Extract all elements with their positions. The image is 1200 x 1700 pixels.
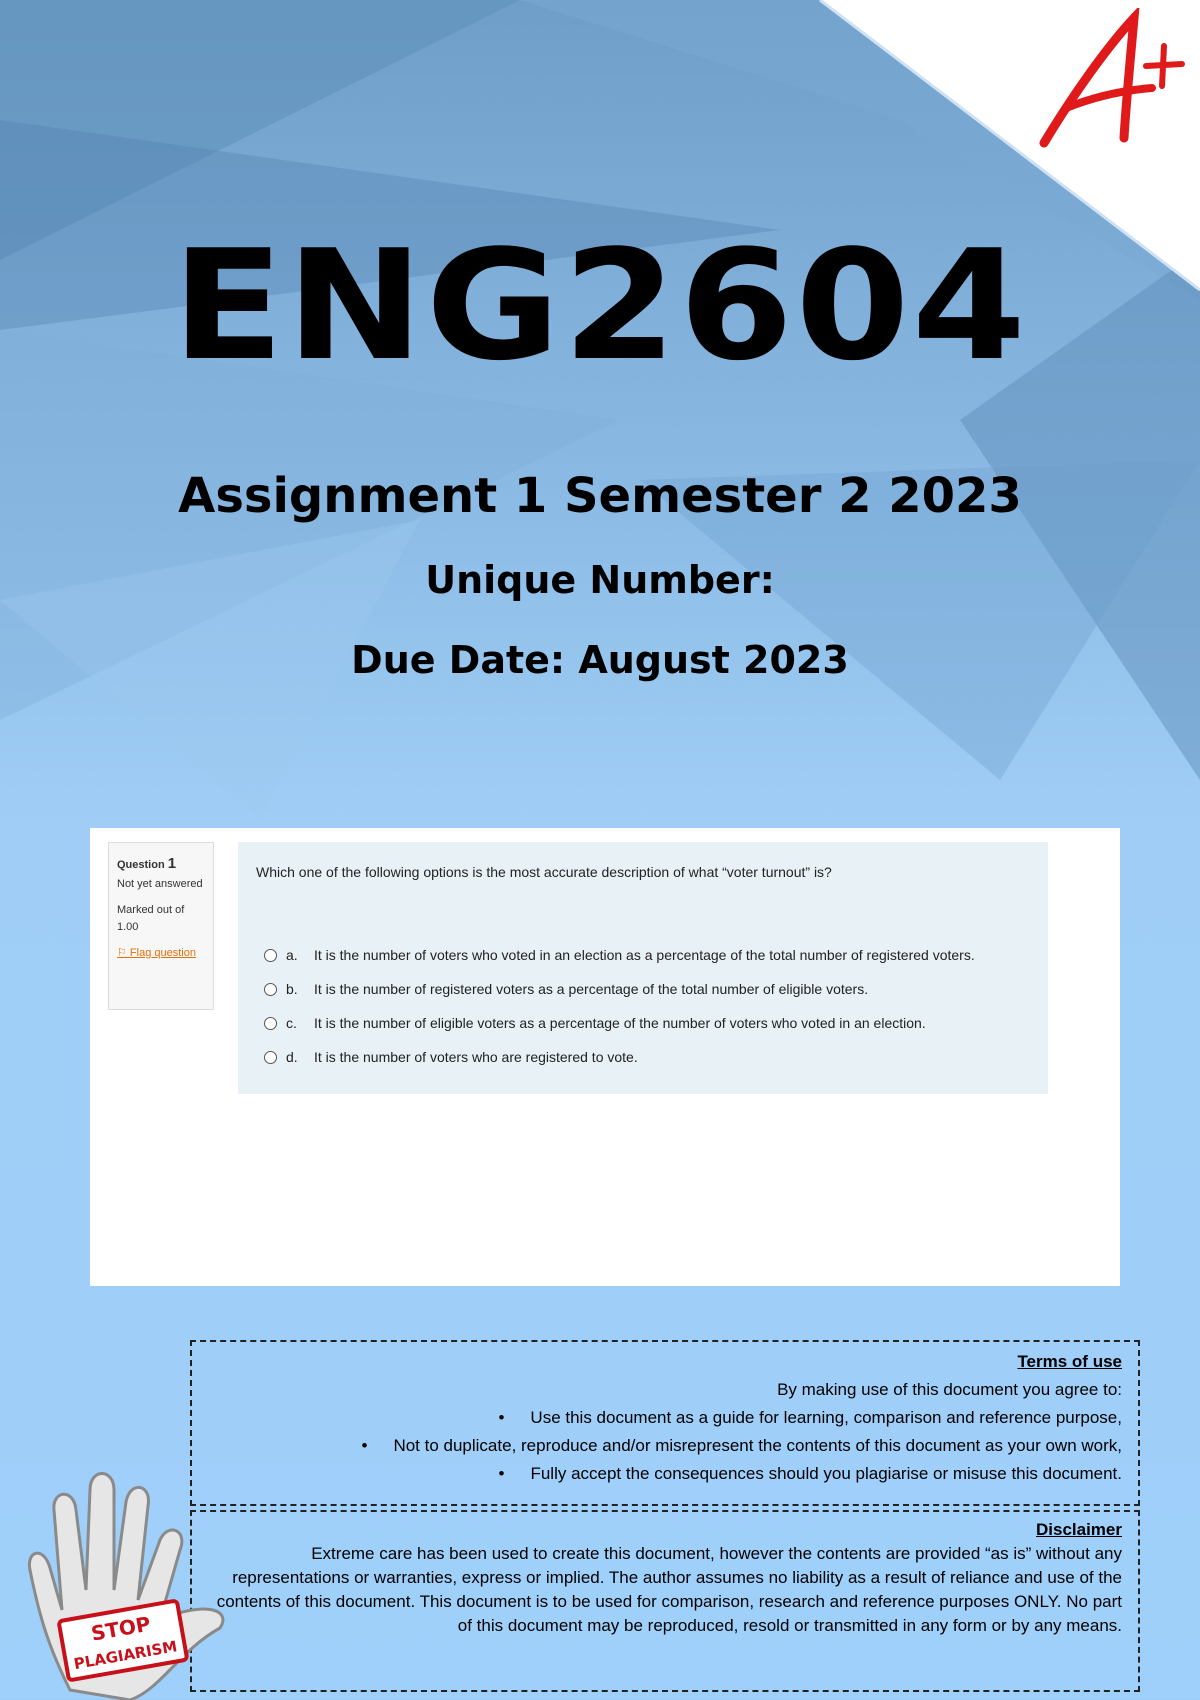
option-text: It is the number of voters who voted in an election as a percentage of the total number of registered voters.	[314, 947, 975, 963]
option-letter: d.	[286, 1049, 298, 1065]
terms-item	[208, 1404, 1122, 1432]
radio-button[interactable]	[264, 983, 277, 996]
terms-item	[208, 1432, 1122, 1460]
radio-button[interactable]	[264, 1017, 277, 1030]
course-code-heading: ENG2604	[171, 217, 1029, 394]
answer-option-c[interactable]	[256, 1006, 1030, 1040]
answer-option-b[interactable]	[256, 972, 1030, 1006]
unique-number-heading: Unique Number:	[425, 558, 775, 602]
stop-plagiarism-hand-icon	[10, 1450, 240, 1700]
option-letter: a.	[286, 947, 298, 963]
terms-of-use-box	[190, 1340, 1140, 1506]
option-text: It is the number of registered voters as a percentage of the total number of eligible voters.	[314, 981, 869, 997]
question-number-value: 1	[167, 855, 177, 872]
assignment-heading: Assignment 1 Semester 2 2023	[178, 468, 1022, 524]
option-text: It is the number of voters who are registered to vote.	[314, 1049, 638, 1065]
radio-button[interactable]	[264, 949, 277, 962]
flag-question-label: Flag question	[129, 946, 196, 959]
question-marks: Marked out of 1.00	[117, 903, 185, 934]
bullet-icon: •	[498, 1464, 505, 1483]
question-status: Not yet answered	[117, 878, 203, 890]
flag-icon: ⚐	[117, 946, 130, 959]
option-letter: b.	[286, 981, 298, 997]
stamp-stop-text: STOP	[89, 1611, 153, 1646]
bullet-icon: •	[498, 1408, 505, 1427]
question-label: Question	[117, 859, 165, 871]
question-text: Which one of the following options is the most accurate description of what “voter turnout” is?	[256, 864, 832, 880]
terms-intro: By making use of this document you agree to:	[777, 1380, 1122, 1399]
terms-item-text: Not to duplicate, reproduce and/or misrepresent the contents of this document as your own work,	[393, 1436, 1122, 1455]
terms-item-text: Fully accept the consequences should you plagiarise or misuse this document.	[530, 1464, 1122, 1483]
terms-title: Terms of use	[1017, 1352, 1122, 1371]
answer-option-a[interactable]	[256, 938, 1030, 972]
flag-question-link[interactable]	[117, 945, 205, 963]
disclaimer-box	[190, 1510, 1140, 1692]
question-info-box	[108, 842, 214, 1010]
quiz-question-panel	[90, 828, 1120, 1286]
radio-button[interactable]	[264, 1051, 277, 1064]
disclaimer-text: Extreme care has been used to create this document, however the contents are provided “as is” without any representations or warranties, express or implied. The author assumes no liability as a result of reliance and use of the contents of this document. This document is to be used for comparison, research and reference purposes ONLY. No part of this document may be reproduced, resold or transmitted in any form or by any means.	[216, 1544, 1122, 1635]
stamp-plagiarism-text: PLAGIARISM	[72, 1637, 179, 1674]
option-text: It is the number of eligible voters as a percentage of the number of voters who voted in an election.	[314, 1015, 926, 1031]
question-number	[117, 852, 205, 876]
disclaimer-title: Disclaimer	[1036, 1520, 1122, 1539]
due-date-heading: Due Date: August 2023	[351, 638, 849, 682]
answer-option-d[interactable]	[256, 1040, 1030, 1074]
terms-item	[208, 1460, 1122, 1488]
grade-stamp-logo	[1026, 8, 1186, 158]
bullet-icon: •	[361, 1436, 368, 1455]
option-letter: c.	[286, 1015, 297, 1031]
terms-item-text: Use this document as a guide for learning, comparison and reference purpose,	[530, 1408, 1122, 1427]
question-content	[238, 842, 1048, 1094]
